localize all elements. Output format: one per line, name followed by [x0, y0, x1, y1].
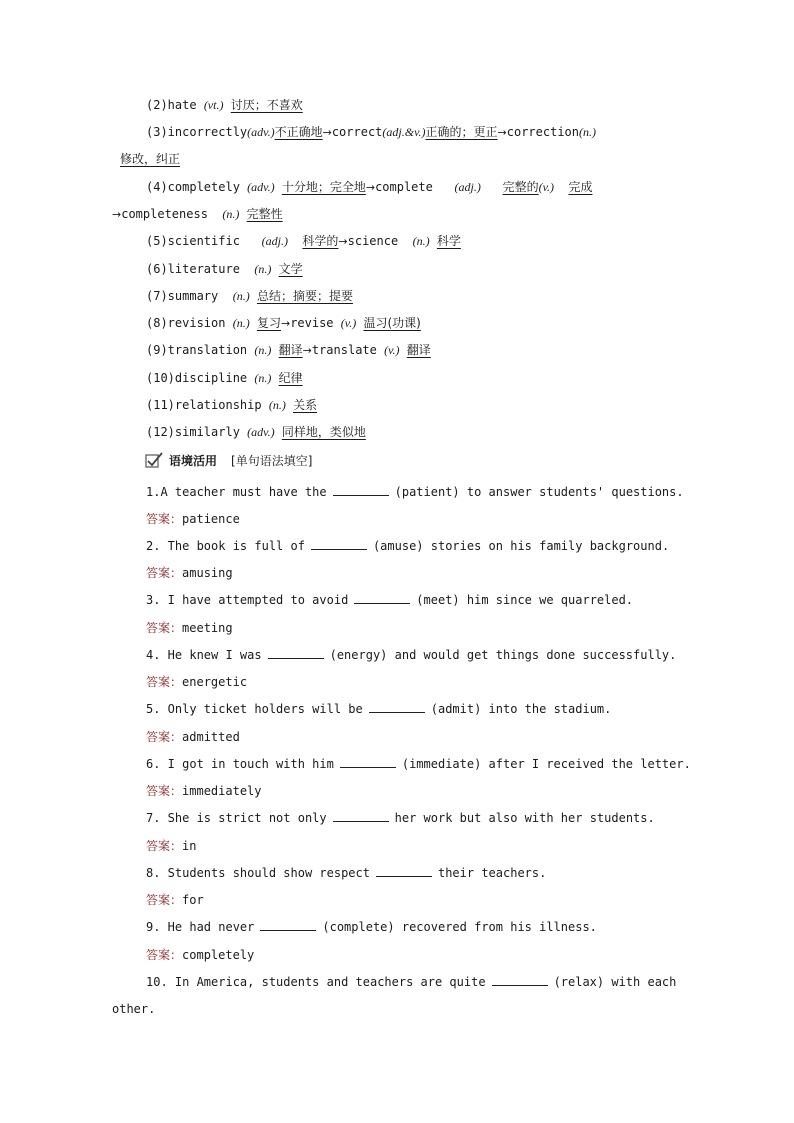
- checkbox-check-icon: [145, 452, 163, 468]
- answer-blank: [260, 919, 316, 931]
- answer-line: 答案：energetic: [146, 675, 248, 689]
- vocab-item: (6)literature (n.) 文学: [146, 262, 303, 276]
- question: 7. She is strict not only her work but also with her students.: [146, 811, 655, 825]
- answer-line: 答案：admitted: [146, 730, 240, 744]
- question: 3. I have attempted to avoid (meet) him since we quarreled.: [146, 593, 634, 607]
- vocab-item: (9)translation (n.) 翻译→translate (v.) 翻译: [146, 343, 431, 357]
- section-title: 语境活用: [169, 453, 218, 468]
- answer-blank: [369, 701, 425, 713]
- vocab-item: (10)discipline (n.) 纪律: [146, 371, 303, 385]
- vocab-item: (12)similarly (adv.) 同样地，类似地: [146, 425, 366, 439]
- vocab-item: (7)summary (n.) 总结；摘要；提要: [146, 289, 353, 303]
- answer-blank: [340, 756, 396, 768]
- answer-line: 答案：in: [146, 839, 197, 853]
- vocab-item-cont: 修改，纠正: [120, 152, 181, 166]
- question: 9. He had never (complete) recovered from his illness.: [146, 920, 597, 934]
- vocab-item: (4)completely (adv.) 十分地；完全地→complete (adj.) 完整的(v.) 完成: [146, 180, 593, 194]
- answer-line: 答案：completely: [146, 948, 255, 962]
- question: 1.A teacher must have the (patient) to answer students' questions.: [146, 485, 684, 499]
- vocab-item: (11)relationship (n.) 关系: [146, 398, 318, 412]
- answer-blank: [492, 974, 548, 986]
- answer-blank: [354, 592, 410, 604]
- vocab-item: (8)revision (n.) 复习→revise (v.) 温习(功课): [146, 316, 421, 330]
- question: 6. I got in touch with him (immediate) after I received the letter.: [146, 757, 691, 771]
- question-cont: other.: [112, 1002, 156, 1016]
- answer-blank: [311, 538, 367, 550]
- section-subtitle: [单句语法填空]: [231, 453, 313, 468]
- answer-line: 答案：patience: [146, 512, 240, 526]
- question: 2. The book is full of (amuse) stories on his family background.: [146, 539, 670, 553]
- question: 10. In America, students and teachers are quite (relax) with each: [146, 975, 677, 989]
- answer-blank: [376, 865, 432, 877]
- question: 4. He knew I was (energy) and would get things done successfully.: [146, 648, 677, 662]
- question: 5. Only ticket holders will be (admit) into the stadium.: [146, 702, 612, 716]
- answer-line: 答案：amusing: [146, 566, 233, 580]
- answer-blank: [333, 810, 389, 822]
- vocab-item: (3)incorrectly(adv.)不正确地→correct(adj.&v.)正确的；更正→correction(n.): [146, 125, 596, 139]
- answer-line: 答案：immediately: [146, 784, 262, 798]
- question: 8. Students should show respect their teachers.: [146, 866, 547, 880]
- answer-line: 答案：meeting: [146, 621, 233, 635]
- answer-blank: [333, 484, 389, 496]
- answer-blank: [268, 647, 324, 659]
- answer-line: 答案：for: [146, 893, 204, 907]
- section-header: [145, 450, 312, 470]
- vocab-item: (2)hate (vt.) 讨厌；不喜欢: [146, 98, 303, 112]
- vocab-item: (5)scientific (adj.) 科学的→science (n.) 科学: [146, 234, 461, 248]
- vocab-item-cont: →completeness (n.) 完整性: [112, 207, 283, 221]
